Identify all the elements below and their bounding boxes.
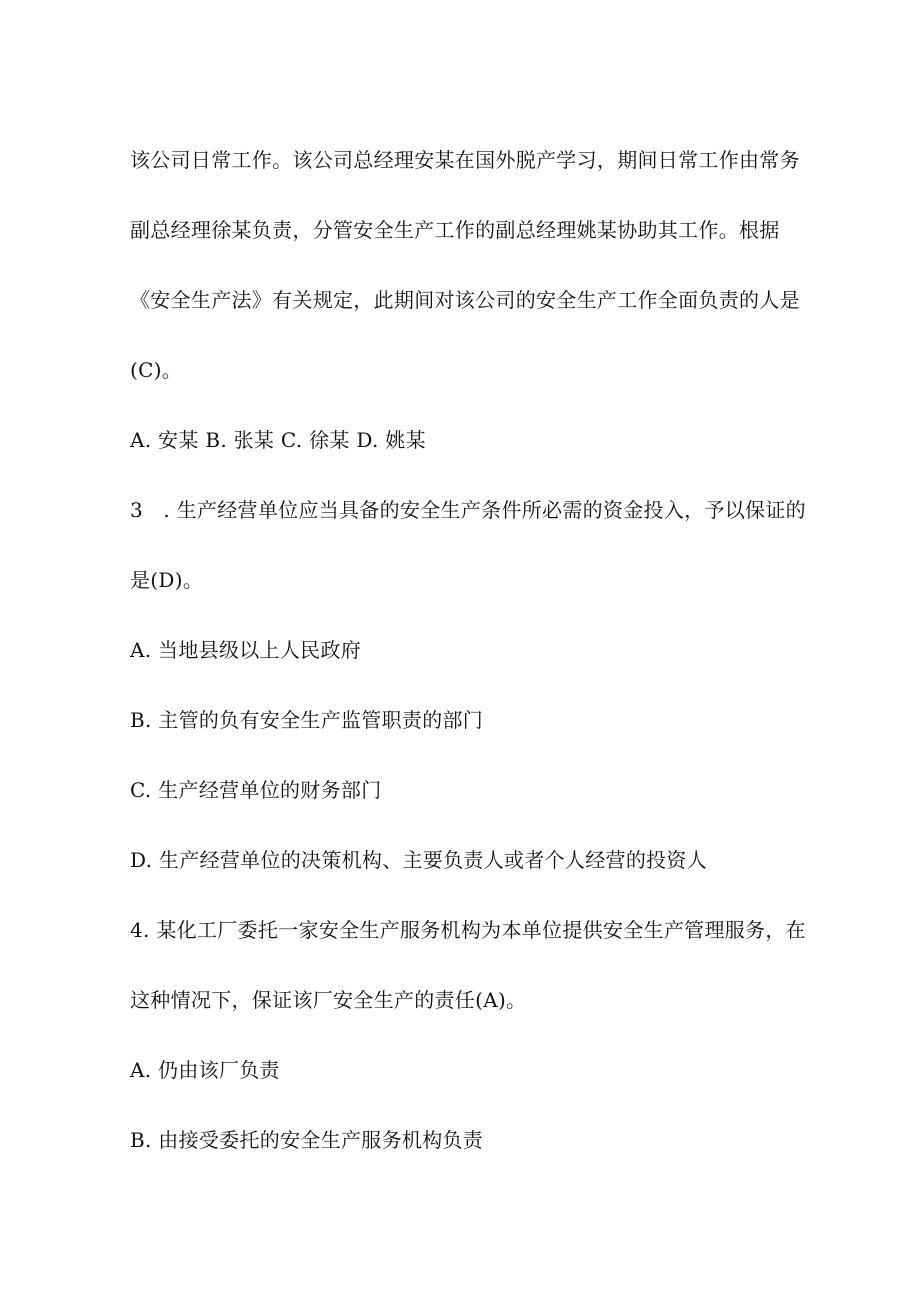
text-line-q3-option-a: A. 当地县级以上人民政府	[130, 638, 362, 662]
text-line-q2-part1: 该公司日常工作。该公司总经理安某在国外脱产学习，期间日常工作由常务	[130, 148, 800, 172]
text-line-q3-part2: 是(D)。	[130, 568, 204, 592]
text-line-q2-part2: 副总经理徐某负责，分管安全生产工作的副总经理姚某协助其工作。根据	[130, 218, 780, 242]
text-line-q3-option-b: B. 主管的负有安全生产监管职责的部门	[130, 708, 484, 732]
text-line-q4-part1: 4. 某化工厂委托一家安全生产服务机构为本单位提供安全生产管理服务，在	[130, 918, 806, 942]
text-line-q2-options: A. 安某 B. 张某 C. 徐某 D. 姚某	[130, 428, 426, 452]
text-line-q4-option-a: A. 仍由该厂负责	[130, 1058, 280, 1082]
text-line-q3-part1: 3 . 生产经营单位应当具备的安全生产条件所必需的资金投入，予以保证的	[130, 498, 806, 522]
text-line-q2-answer: (C)。	[130, 358, 183, 382]
text-line-q2-part3: 《安全生产法》有关规定，此期间对该公司的安全生产工作全面负责的人是	[130, 288, 800, 312]
text-line-q4-option-b: B. 由接受委托的安全生产服务机构负责	[130, 1128, 484, 1152]
text-line-q3-option-d: D. 生产经营单位的决策机构、主要负责人或者个人经营的投资人	[130, 848, 708, 872]
text-line-q4-part2: 这种情况下，保证该厂安全生产的责任(A)。	[130, 988, 527, 1012]
text-line-q3-option-c: C. 生产经营单位的财务部门	[130, 778, 382, 802]
